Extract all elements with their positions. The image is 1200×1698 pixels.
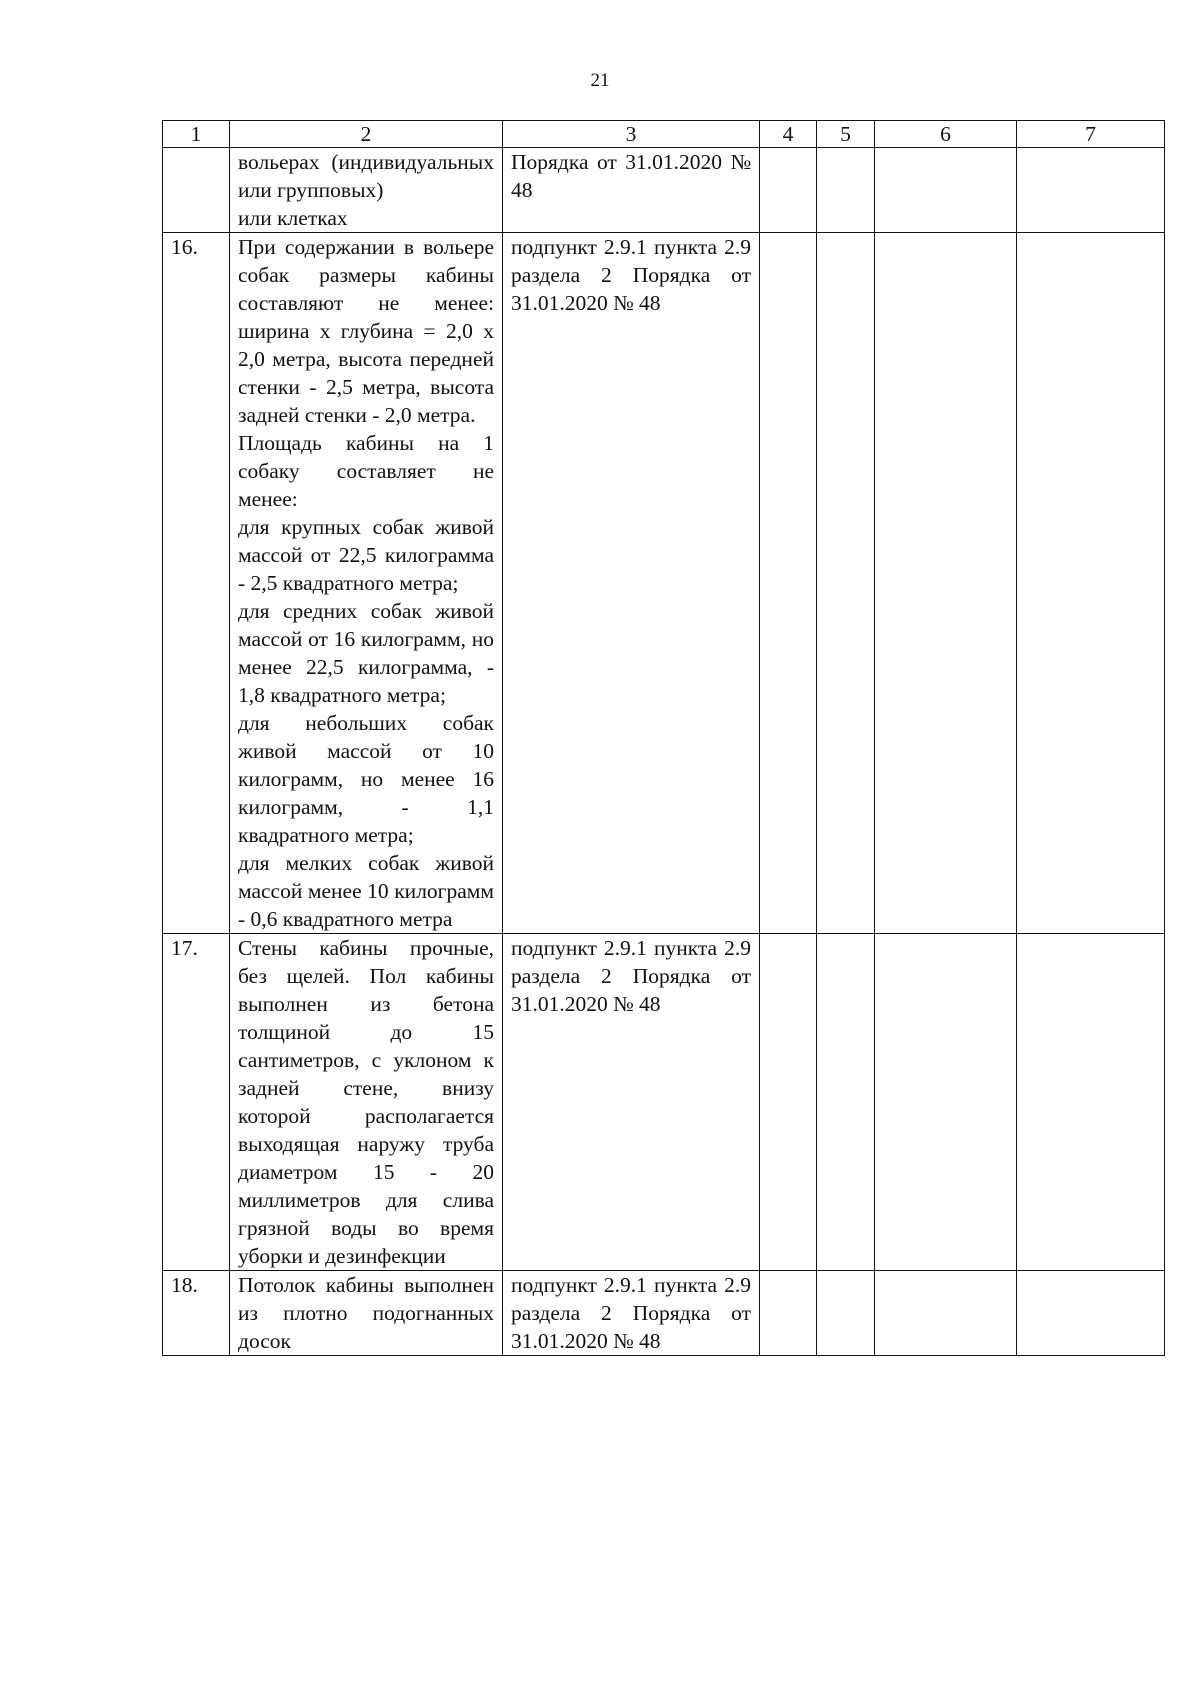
reference-cell: подпункт 2.9.1 пункта 2.9 раздела 2 Порядка от 31.01.2020 № 48 <box>503 1271 760 1356</box>
row-number: 18. <box>163 1271 230 1356</box>
table-header-row <box>163 121 1165 148</box>
requirements-table <box>162 120 1165 1356</box>
column-header: 2 <box>230 121 503 148</box>
requirement-cell <box>230 233 503 934</box>
requirement-text: для средних собак живой массой от 16 килограмм, но менее 22,5 килограмма, - 1,8 квадратного метра; <box>238 599 494 707</box>
requirement-text: для крупных собак живой массой от 22,5 килограмма - 2,5 квадратного метра; <box>238 515 494 595</box>
column-header: 4 <box>760 121 817 148</box>
empty-cell <box>875 233 1017 934</box>
empty-cell <box>875 148 1017 233</box>
table-row <box>163 148 1165 233</box>
empty-cell <box>875 934 1017 1271</box>
table-row <box>163 934 1165 1271</box>
requirement-cell <box>230 934 503 1271</box>
requirement-text: для небольших собак живой массой от 10 килограмм, но менее 16 килограмм, - 1,1 квадратного метра; <box>238 711 494 847</box>
row-number: 16. <box>163 233 230 934</box>
requirement-text: вольерах (индивидуальных или групповых) <box>238 150 494 202</box>
requirement-text: При содержании в вольере собак размеры кабины составляют не менее: ширина х глубина = 2,0 х 2,0 метра, высота передней стенки - 2,5 метра, высота задней стенки - 2,0 метра. <box>238 235 494 427</box>
requirement-text: Стены кабины прочные, без щелей. Пол кабины выполнен из бетона толщиной до 15 сантиметров, с уклоном к задней стене, внизу которой располагается выходящая наружу труба диаметром 15 - 20 миллиметров для слива грязной воды во время уборки и дезинфекции <box>238 936 494 1268</box>
table-row <box>163 233 1165 934</box>
empty-cell <box>1017 934 1165 1271</box>
empty-cell <box>817 148 875 233</box>
requirement-text: Площадь кабины на 1 собаку составляет не менее: <box>238 431 494 511</box>
requirement-text: Потолок кабины выполнен из плотно подогнанных досок <box>238 1273 494 1353</box>
column-header: 7 <box>1017 121 1165 148</box>
empty-cell <box>760 934 817 1271</box>
empty-cell <box>817 934 875 1271</box>
column-header: 6 <box>875 121 1017 148</box>
requirement-text: для мелких собак живой массой менее 10 килограмм - 0,6 квадратного метра <box>238 851 494 931</box>
reference-cell: подпункт 2.9.1 пункта 2.9 раздела 2 Порядка от 31.01.2020 № 48 <box>503 934 760 1271</box>
column-header: 1 <box>163 121 230 148</box>
reference-cell: Порядка от 31.01.2020 № 48 <box>503 148 760 233</box>
empty-cell <box>875 1271 1017 1356</box>
empty-cell <box>760 148 817 233</box>
requirement-text: или клетках <box>238 206 348 230</box>
requirement-cell <box>230 1271 503 1356</box>
row-number: 17. <box>163 934 230 1271</box>
table-row <box>163 1271 1165 1356</box>
empty-cell <box>760 233 817 934</box>
empty-cell <box>760 1271 817 1356</box>
reference-cell: подпункт 2.9.1 пункта 2.9 раздела 2 Порядка от 31.01.2020 № 48 <box>503 233 760 934</box>
empty-cell <box>1017 148 1165 233</box>
column-header: 5 <box>817 121 875 148</box>
requirement-cell <box>230 148 503 233</box>
empty-cell <box>1017 233 1165 934</box>
empty-cell <box>817 233 875 934</box>
empty-cell <box>817 1271 875 1356</box>
column-header: 3 <box>503 121 760 148</box>
page-number: 21 <box>590 70 610 91</box>
row-number <box>163 148 230 233</box>
empty-cell <box>1017 1271 1165 1356</box>
